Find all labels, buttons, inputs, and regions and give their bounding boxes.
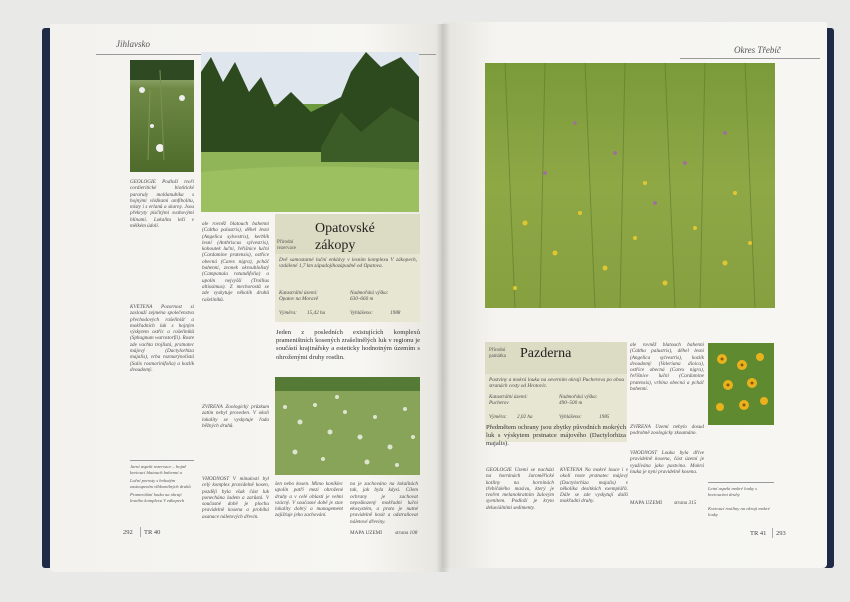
fact-value-altitude: 490–500 m	[559, 400, 583, 406]
fact-label-cadastre: Katastrální území:	[279, 290, 318, 296]
flora-text-left-2: ale rovněž blatouch bahenní (Caltha palustris), děhel lesní (Angelica sylvestris), kerblík lesní (Anthriscus sylvestris), kohoutek luční, řeřišnice luční (Cardamine pratensis), ostřice obecná (Carex nigra), pcháč bahenní, zvonek okrouhlolistý (Campanula rotundifolia) a upolín nejvyšší (Trollius altissimus). Z mechorostů se zde vyskytuje několik druhů rašeliníků.	[202, 221, 269, 303]
legend-item-1: Jarní aspekt rezervace – hojně kvetoucí blatouch bahenní a	[130, 464, 187, 475]
legend-item-2: Kvetoucí rostliny na okraji mokré louky	[708, 506, 770, 517]
running-head-left: Jihlavsko	[116, 39, 150, 49]
fact-value-declared: 1985	[599, 414, 610, 420]
fact-label-area: Výměra:	[489, 414, 507, 420]
running-head-right: Okres Třebíč	[734, 45, 781, 55]
fact-label-altitude: Nadmořská výška:	[559, 394, 598, 400]
geology-text-left: GEOLOGIE Podloží tvoří cordieritické biotitické pararuly moldanubika s hojnými vložkami amfibolitu, místy i s erlanů a skarny. Jsou překryty písčitými svahovými hlínami. Lokalita leží v mělkém údolí.	[130, 179, 194, 230]
fauna-text-right: ZVÍŘENA Území nebylo dosud podrobně zoologicky zkoumáno.	[630, 424, 704, 437]
flora-text-left: KVĚTENA Pozornost si zaslouží zejména společenstva přechodových rašelinišť a mokřadních luk s hojným výskytem ostřic a rašeliníků (Sphagnum warnstorfii). Roste zde vachta trojlistá, prstnatec májový (Dactylorhiza majalis), vrba rozmarýnolistá (Salix rosmarinifolia) a kozlík dvoudomý.	[130, 304, 194, 373]
tr-label-right: TR 41	[750, 530, 767, 537]
fact-value-declared: 1988	[390, 310, 401, 316]
fact-value-cadastre: Pucherov	[489, 400, 509, 406]
header-rule	[680, 58, 820, 59]
left-page	[50, 24, 442, 572]
lead-text-left: Jeden z posledních existujících komplexů prameništních kosených zrašelinělých luk v regionu je součástí krajinářsky a esteticky hodnotným územím s ohroženými druhy rostlin.	[276, 329, 420, 361]
legend-item-3: Prameništní louka na okraji lesního komplexu V zákopech	[130, 492, 185, 503]
lead-text-right: Předmětem ochrany jsou zbytky původních mokrých luk s výskytem prstnatce májového (Dactylorhiza majalis).	[486, 424, 626, 448]
page-number-left: 292	[123, 529, 133, 536]
flora-text-right-2: ale rovněž blatouch bahenní (Caltha palustris), děhel lesní (Angelica sylvestris), kozlík dvoudomý (Valeriana dioica), ostřice obecná (Carex nigra), řeřišnice luční (Cardamine pratensis), vrbina obecná a pcháč bahenní.	[630, 342, 704, 393]
management-text-left: VHODNOST V minulosti byl celý komplex pravidelně kosen, později byla však část luk ponechána ladem a zarůstá. V současné době je plocha pravidelně kosena a probíhá asanace náletových dřevin.	[202, 476, 269, 520]
intro-right: Pastviny a mokrá louka na severním okraji Pucherova po obou stranách cesty od Hrotovic.	[489, 377, 624, 390]
map-ref-right: strana 315	[674, 500, 697, 506]
footer-divider	[772, 528, 773, 538]
map-label-right: MAPA UZEMÍ	[630, 500, 662, 506]
fact-label-cadastre: Katastrální území:	[489, 394, 528, 400]
fact-label-altitude: Nadmořská výška:	[350, 290, 389, 296]
page-number-right: 293	[776, 530, 786, 537]
fact-label-declared: Vyhlášeno:	[559, 414, 582, 420]
tr-label-left: TR 40	[144, 529, 161, 536]
category-label-left: Přírodní rezervace	[277, 240, 297, 251]
book-gutter	[436, 24, 450, 572]
intro-left: Dvě samostatné luční enklávy v lesním komplexu V zákopech, vzdálené 1,7 km západojihozápadně od Opatova.	[279, 257, 417, 270]
legend-item-2: Luční porosty s bohatým zastoupením vlhkomilných druhů	[130, 478, 191, 489]
photo-meadow-flowers	[130, 60, 194, 172]
legend-rule	[130, 460, 194, 461]
category-label-right: Přírodní památka	[489, 348, 506, 359]
page-title-left: Opatovské zákopy	[315, 221, 375, 253]
map-ref-left: strana 108	[395, 530, 418, 536]
legend-item-1: Letní aspekt mokré louky s kvetoucími druhy	[708, 486, 757, 497]
fact-value-area: 15,42 ha	[307, 310, 326, 316]
fact-label-declared: Vyhlášeno:	[350, 310, 373, 316]
fact-value-area: 2,02 ha	[517, 414, 533, 420]
fact-label-area: Výměra:	[279, 310, 297, 316]
photo-white-flowers	[275, 377, 420, 475]
geology-text-right: GEOLOGIE Území se nachází na horninách Jaroměřické kotliny na horninách třebíčského masivu, který je tvořen melanokratním žulovým syenitem. Podloží je kryto deluviálními sedimenty.	[486, 467, 554, 511]
closing-text-left-2: na je zachováno na lokalitách tak, jak byla kdysi. Cílem ochrany je zachovat nepoškozený mokřadní luční ekosystém, a proto je nutné pravidelně kosit a odstraňovat náletové dřeviny.	[350, 481, 418, 525]
photo-forest-meadow	[201, 52, 419, 212]
footer-divider	[140, 527, 141, 537]
fauna-text-left: ZVÍŘENA Zoologický průzkum zatím nebyl proveden. V okolí lokality se vyskytuje řada běžných druhů.	[202, 404, 269, 429]
legend-rule	[708, 482, 774, 483]
right-page	[442, 22, 827, 568]
page-title-right: Pazderna	[520, 346, 572, 361]
flora-text-right: KVĚTENA Na mokré louce i v okolí roste prstnatec májový (Dactylorhiza majalis) v několika desítkách exemplářů. Dále se zde vyskytují další mokřadní druhy.	[560, 467, 628, 505]
map-label-left: MAPA UZEMÍ	[350, 530, 382, 536]
closing-text-left: šen nebo kosen. Mimo koniklec upolín patří mezi ohrožené druhy a v celé oblasti je velmi vzácný. V současné době je stav lokality dobrý a management zajišťuje jeho zachování.	[275, 481, 343, 519]
fact-value-altitude: 630–660 m	[350, 296, 374, 302]
management-text-right: VHODNOST Louka byla dříve pravidelně kosena, část území je využívána jako pastvina. Mokrá louka je nyní pravidelně kosena.	[630, 450, 704, 475]
photo-meadow-large	[485, 63, 775, 308]
fact-value-cadastre: Opatov na Moravě	[279, 296, 319, 302]
photo-yellow-flowers	[708, 343, 774, 425]
